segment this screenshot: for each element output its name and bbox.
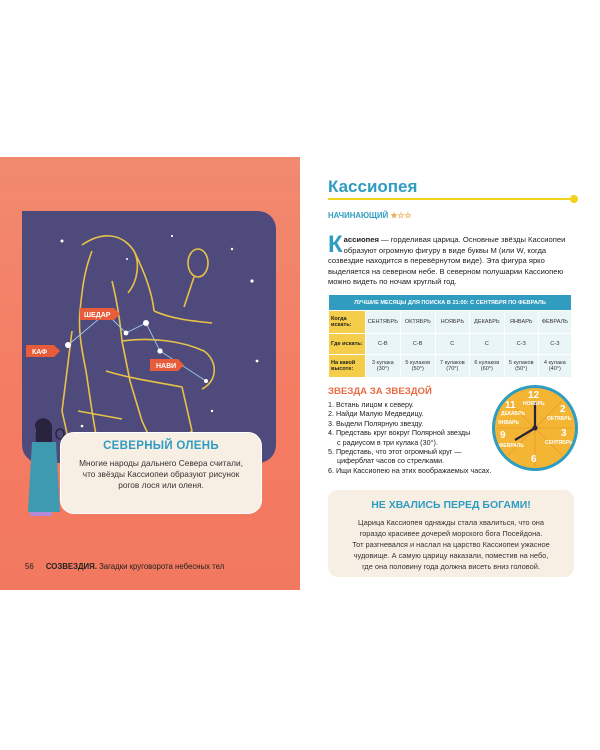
warning-text	[340, 517, 562, 572]
table-cell: С	[469, 334, 504, 355]
table-cell: С	[435, 334, 469, 355]
table-cell: ЯНВАРЬ	[504, 311, 538, 334]
row-label: Когда искать:	[329, 311, 366, 334]
northern-deer-line: Многие народы дальнего Севера считали,	[79, 458, 243, 468]
intro-text: — горделивая царица. Основные звёзды Кассиопеи образуют огромную фигуру в виде буквы М (или W, когда созвездие находится в перевёрнутом виде). Эта фигура ярко выделяется на северном небе. В северном полушарии Кассиопею можно видеть по ночам круглый год.	[328, 235, 566, 287]
title-underline	[328, 198, 574, 200]
warning-line: гораздо красивее дочерей морского бога Посейдона.	[359, 529, 543, 538]
clock-month: ОКТЯБРЬ	[547, 416, 572, 422]
northern-deer-text	[69, 458, 253, 491]
right-page	[300, 157, 600, 590]
level-label: НАЧИНАЮЩИЙ	[328, 211, 389, 220]
clock-month: СЕНТЯБРЬ	[545, 440, 573, 446]
footer-section: СОЗВЕЗДИЯ.	[45, 562, 97, 571]
warning-line: где она половину года должна висеть вниз головой.	[362, 562, 540, 571]
title-underline-dot	[570, 195, 578, 203]
step-item: 4. Представь круг вокруг Полярной звезды	[328, 428, 471, 438]
table-cell: НОЯБРЬ	[435, 311, 469, 334]
footer-subtitle: Загадки круговорота небесных тел	[99, 562, 225, 571]
northern-deer-box	[60, 432, 262, 514]
table-cell: ФЕВРАЛЬ	[538, 311, 571, 334]
table-cell: 5 кулаков (50°)	[504, 355, 538, 378]
intro-bold: ассиопея	[343, 235, 379, 244]
clock-number: 2	[560, 404, 566, 415]
step-item: 6. Ищи Кассиопею на этих воображаемых часах.	[328, 465, 492, 475]
step-item: циферблат часов со стрелками.	[337, 456, 445, 466]
clock-number: 3	[561, 428, 567, 439]
clock-month: ДЕКАБРЬ	[501, 411, 526, 417]
difficulty-level	[328, 211, 411, 220]
page-title: Кассиопея	[328, 177, 418, 196]
table-cell: С-В	[400, 334, 435, 355]
table-cell: 6 кулаков (60°)	[469, 355, 504, 378]
warning-title: НЕ ХВАЛИСЬ ПЕРЕД БОГАМИ!	[371, 499, 531, 511]
clock-number: 11	[505, 400, 516, 411]
step-item: 1. Встань лицом к северу.	[328, 400, 414, 409]
clock-month: НОЯБРЬ	[523, 401, 545, 407]
table-cell: 3 кулака (30°)	[366, 355, 401, 378]
northern-deer-line: что звёзды Кассиопеи образуют рисунок	[82, 469, 240, 479]
navi-label: НАВИ	[156, 363, 177, 370]
boast-warning-box	[328, 490, 574, 577]
table-row	[329, 311, 572, 334]
best-months-table	[328, 294, 572, 378]
table-cell: 5 кулаков (50°)	[400, 355, 435, 378]
clock-number: 12	[528, 390, 540, 401]
clock-number: 9	[500, 430, 506, 441]
step-item: 5. Представь, что этот огромный круг —	[328, 447, 462, 457]
step-item: с радиусом в три кулака (30°).	[337, 437, 438, 447]
step-item: 3. Выдели Полярную звезду.	[328, 418, 424, 428]
table-cell: С-В	[366, 334, 401, 355]
step-item: 2. Найди Малую Медведицу.	[328, 409, 424, 419]
warning-line: Тот разгневался и наслал на царство Кассиопеи ужасное	[352, 540, 550, 549]
left-footer	[25, 562, 224, 571]
warning-line: Царица Кассиопея однажды стала хвалиться, что она	[358, 518, 544, 527]
steps-list	[328, 400, 500, 475]
table-cell: С-З	[504, 334, 538, 355]
table-cell: ОКТЯБРЬ	[400, 311, 435, 334]
clock-dial-illustration	[492, 385, 578, 471]
table-row	[329, 334, 572, 355]
northern-deer-line: рогов лося или оленя.	[118, 480, 204, 490]
table-cell: ДЕКАБРЬ	[469, 311, 504, 334]
table-cell: С-З	[538, 334, 571, 355]
page-number: 56	[25, 562, 34, 571]
table-cell: 7 кулаков (70°)	[435, 355, 469, 378]
shedar-label: ШЕДАР	[84, 312, 111, 319]
left-page	[0, 157, 300, 590]
table-cell: СЕНТЯБРЬ	[366, 311, 401, 334]
intro-paragraph	[328, 231, 572, 288]
table-cell: 4 кулака (40°)	[538, 355, 571, 378]
steps-title: ЗВЕЗДА ЗА ЗВЕЗДОЙ	[328, 386, 432, 397]
level-stars: ★☆☆	[390, 211, 412, 220]
table-row	[329, 355, 572, 378]
clock-month: ФЕВРАЛЬ	[499, 443, 524, 449]
northern-deer-title: СЕВЕРНЫЙ ОЛЕНЬ	[103, 440, 219, 452]
row-label: Где искать:	[329, 334, 366, 355]
row-label: На какой высоте:	[329, 355, 366, 378]
clock-month: ЯНВАРЬ	[498, 420, 520, 426]
drop-cap: К	[328, 231, 343, 258]
clock-number: 6	[531, 454, 537, 465]
warning-line: чудовище. А самую царицу наказали, поместив на небо,	[353, 551, 549, 560]
kaf-label: КАФ	[32, 349, 48, 356]
table-header: ЛУЧШИЕ МЕСЯЦЫ ДЛЯ ПОИСКА В 21:00: С СЕНТЯБРЯ ПО ФЕВРАЛЬ	[329, 295, 572, 311]
